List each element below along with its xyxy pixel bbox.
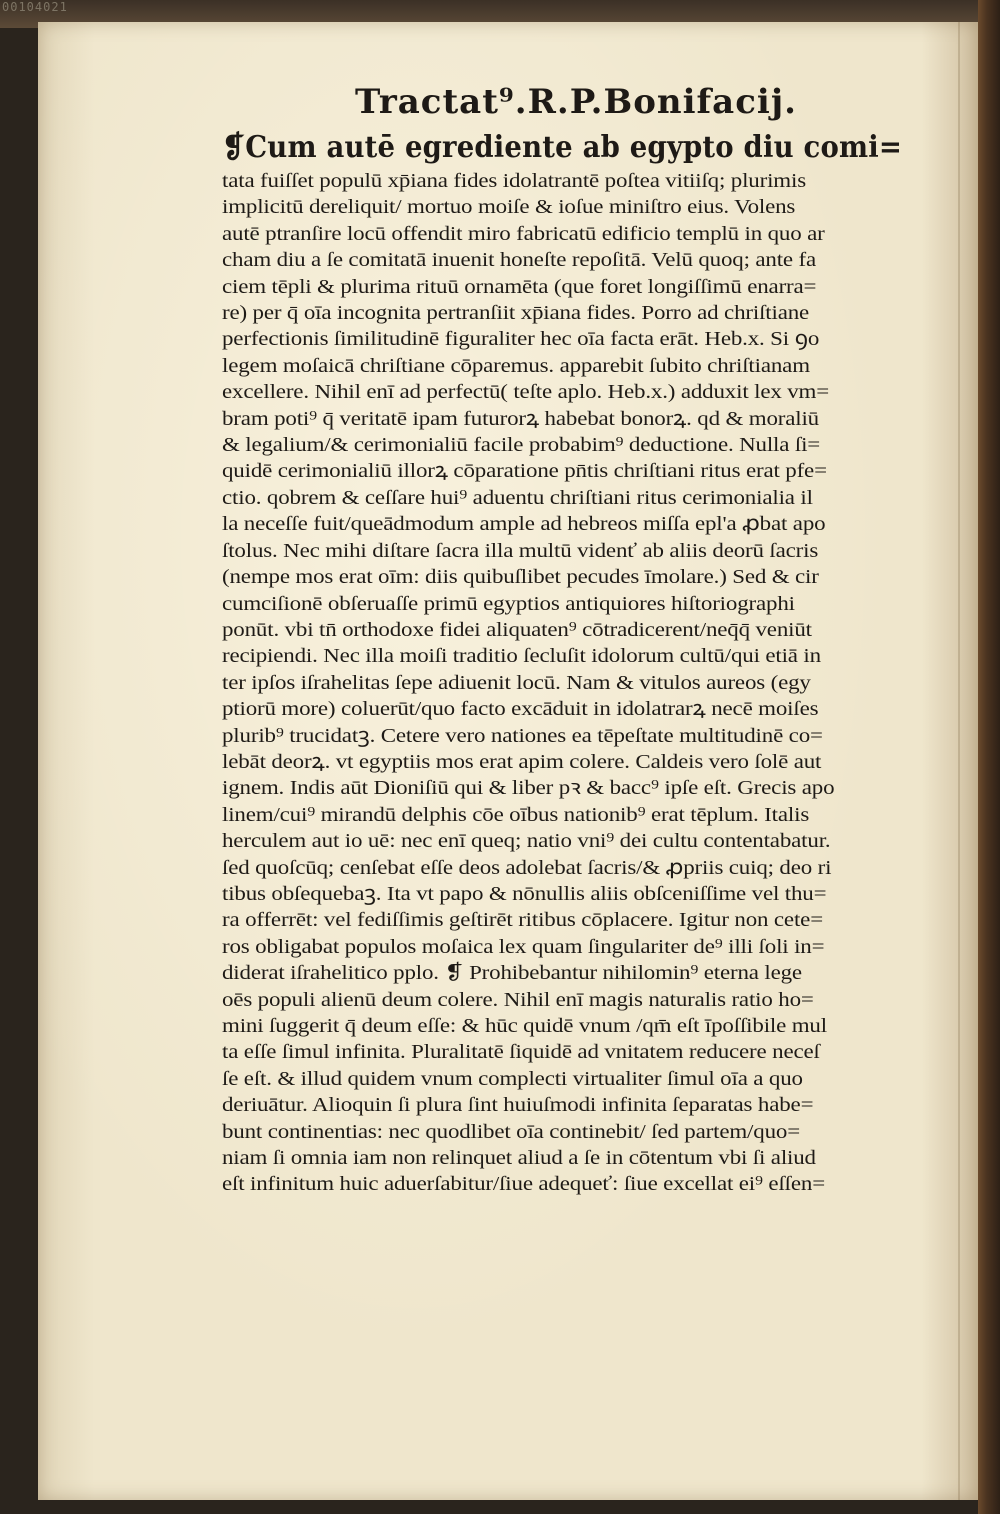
text-line: (nempe mos erat oīm: diis quibuſlibet pecudes īmolare.) Sed & cir: [222, 566, 819, 589]
opening-line: ❡Cum autē egrediente ab egypto diu comi=: [222, 130, 903, 165]
text-line: ponūt. vbi tn̄ orthodoxe fidei aliquaten⁹ cōtradicerent/neq̄q̄ veniūt: [222, 618, 812, 641]
text-line: excellere. Nihil enī ad perfectū( teſte aplo. Heb.x.) adduxit lex vm=: [222, 381, 830, 404]
text-line: mini ſuggerit q̄ deum eſſe: & hūc quidē vnum /qm̄ eſt īpoſſibile mul: [222, 1015, 827, 1037]
text-line: la neceſſe fuit/queādmodum ample ad hebreos miſſa epl'a ꝓbat apo: [222, 513, 826, 536]
text-line: legem moſaicā chriſtiane cōparemus. apparebit ſubito chriſtianam: [222, 354, 810, 377]
text-line: diderat iſrahelitico pplo. ❡ Prohibebantur nihilomin⁹ eterna lege: [222, 962, 802, 985]
body-text: [222, 168, 902, 1198]
text-line: ignem. Indis aūt Dioniſiū qui & liber pꝛ & bacc⁹ ipſe eſt. Grecis apo: [222, 777, 835, 800]
text-line: deriuātur. Alioquin ſi plura ſint huiuſmodi infinita ſeparatas habe=: [222, 1094, 814, 1117]
text-line: quidē cerimonialiū illorꝝ cōparatione pn̄tis chriſtiani ritus erat pfe=: [222, 460, 827, 483]
text-line: plurib⁹ trucidatꝫ. Cetere vero nationes ea tēpeſtate multitudinē co=: [222, 724, 823, 747]
text-line: ra offerrēt: vel fediſſimis geſtirēt ritibus cōplacere. Igitur non cete=: [222, 909, 823, 932]
text-line: linem/cui⁹ mirandū delphis cōe oībus nationib⁹ erat tēplum. Italis: [222, 803, 810, 826]
text-line: ptiorū more) coluerūt/quo facto excāduit in idolatrarꝝ necē moiſes: [222, 698, 819, 721]
text-line: eſt infinitum huic aduerſabitur/ſiue adequeť: ſiue excellat ei⁹ eſſen=: [222, 1173, 825, 1196]
text-line: perfectionis ſimilitudinē figuraliter hec oīa facta erāt. Heb.x. Si ꝯo: [222, 328, 820, 351]
text-line: ciem tēpli & plurima rituū ornamēta (que foret longiſſimū enarra=: [222, 275, 817, 298]
text-line: & legalium/& cerimonialiū facile probabim⁹ deductione. Nulla ſi=: [222, 434, 821, 457]
text-line: ſe eſt. & illud quidem vnum complecti virtualiter ſimul oīa a quo: [222, 1067, 803, 1090]
book-page: [38, 22, 978, 1500]
text-line: bram poti⁹ q̄ veritatē ipam futurorꝝ habebat bonorꝝ. qd & moraliū: [222, 407, 820, 430]
text-line: cham diu a ſe comitatā inuenit honeſte repoſitā. Velū quoq; ante fa: [222, 249, 817, 272]
text-line: herculem aut io uē: nec enī queq; natio vni⁹ dei cultu contentabatur.: [222, 830, 831, 853]
text-line: ta eſſe ſimul infinita. Pluralitatē ſiquidē ad vnitatem reducere neceſ: [222, 1041, 820, 1064]
scan-label: 00104021: [2, 0, 68, 14]
text-line: ſtolus. Nec mihi diſtare ſacra illa multū videnť ab aliis deorū ſacris: [222, 539, 819, 562]
text-line: lebāt deorꝝ. vt egyptiis mos erat apim colere. Caldeis vero ſolē aut: [222, 750, 822, 773]
text-line: tata fuiſſet populū xp̄iana fides idolatrantē poſtea vitiiſq; plurimis: [222, 170, 806, 192]
text-line: cumciſionē obſeruaſſe primū egyptios antiquiores hiſtoriographi: [222, 592, 795, 615]
text-line: implicitū dereliquit/ mortuo moiſe & ioſue miniſtro eius. Volens: [222, 196, 796, 219]
text-line: autē ptranſire locū offendit miro fabricatū edificio templū in quo ar: [222, 222, 825, 245]
text-line: ctio. qobrem & ceſſare hui⁹ aduentu chriſtiani ritus cerimonialia il: [222, 486, 813, 509]
text-column: [222, 80, 902, 1198]
text-line: ſed quoſcūq; cenſebat eſſe deos adolebat ſacris/& ꝓpriis cuiq; deo ri: [222, 856, 832, 879]
text-line: ros obligabat populos moſaica lex quam ſingulariter de⁹ illi ſoli in=: [222, 935, 825, 958]
running-head: Tractat⁹.R.P.Bonifacij.: [355, 82, 797, 122]
text-line: niam ſi omnia iam non relinquet aliud a ſe in cōtentum vbi ſi aliud: [222, 1147, 816, 1170]
text-line: bunt continentias: nec quodlibet oīa continebit/ ſed partem/quo=: [222, 1120, 800, 1143]
text-line: recipiendi. Nec illa moiſi traditio ſecluſit idolorum cultū/qui etiā in: [222, 645, 821, 668]
text-line: oēs populi alienū deum colere. Nihil enī magis naturalis ratio ho=: [222, 988, 814, 1011]
text-line: ter ipſos iſrahelitas ſepe adiuenit locū. Nam & vitulos aureos (egy: [222, 671, 811, 694]
text-line: re) per q̄ oīa incognita pertranſiit xp̄iana fides. Porro ad chriſtiane: [222, 302, 810, 325]
text-line: tibus obſequebaꝫ. Ita vt papo & nōnullis aliis obſceniſſime vel thu=: [222, 882, 827, 905]
